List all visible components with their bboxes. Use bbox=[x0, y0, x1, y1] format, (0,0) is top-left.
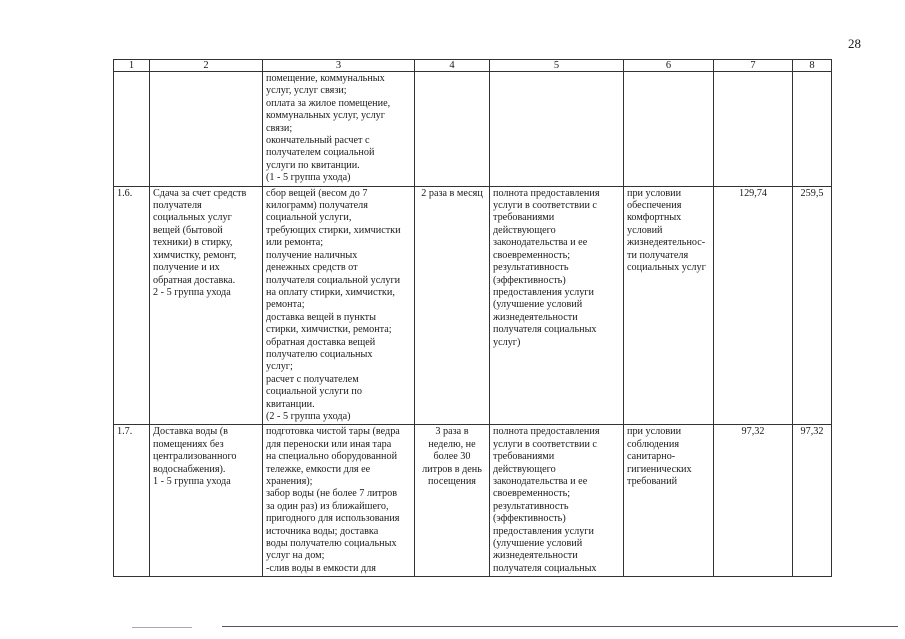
cell-text-line: услуг; bbox=[266, 361, 293, 373]
cell-text-line: жизнедеятельности bbox=[493, 311, 578, 323]
cell-text-line: подготовка чистой тары (ведра bbox=[266, 426, 400, 438]
cell-text-line: действующего bbox=[493, 463, 556, 475]
cell-text-line: жизнедеятельности bbox=[493, 550, 578, 562]
cell-text-line: результативность bbox=[493, 500, 569, 512]
cell-text-line: предоставления услуги bbox=[493, 525, 594, 537]
cell-text-line: предоставления услуги bbox=[493, 286, 594, 298]
service-content-cell bbox=[263, 425, 415, 577]
row-number-cell: 1.7. bbox=[114, 425, 150, 577]
cell-text-line: централизованного bbox=[153, 451, 237, 463]
cell-text-line: коммунальных услуг, услуг bbox=[266, 110, 385, 122]
cell-text-line: (эффективность) bbox=[493, 274, 566, 286]
cell-text-line: источника воды; доставка bbox=[266, 525, 379, 537]
cell-text-line: или ремонта; bbox=[266, 237, 324, 249]
cell-text-line: (эффективность) bbox=[493, 513, 566, 525]
cell-text-line: техники) в стирку, bbox=[153, 237, 233, 249]
frequency-cell bbox=[415, 425, 490, 577]
service-content-cell bbox=[263, 72, 415, 187]
cell-text-line: на оплату стирки, химчистки, bbox=[266, 286, 395, 298]
column-number-header: 4 bbox=[415, 60, 490, 72]
column-number-header: 3 bbox=[263, 60, 415, 72]
cell-text-line: Доставка воды (в bbox=[153, 426, 228, 438]
cell-text-line: оплата за жилое помещение, bbox=[266, 97, 391, 109]
cell-text-line: помещение, коммунальных bbox=[266, 73, 385, 84]
cell-text-line: расчет с получателем bbox=[266, 373, 359, 385]
cell-text-line: услуг) bbox=[493, 336, 521, 348]
cell-text-line: (улучшение условий bbox=[493, 299, 583, 311]
service-content-cell bbox=[263, 186, 415, 425]
cell-text-line: (улучшение условий bbox=[493, 538, 583, 550]
cell-text-line: ти получателя bbox=[627, 249, 689, 261]
column-number-header: 6 bbox=[624, 60, 714, 72]
cell-text-line: химчистку, ремонт, bbox=[153, 249, 237, 261]
cell-text-line: -слив воды в емкости для bbox=[266, 562, 376, 574]
column-number-header: 5 bbox=[490, 60, 624, 72]
cell-text-line: 1 - 5 группа ухода bbox=[153, 476, 231, 487]
cell-text-line: требующих стирки, химчистки bbox=[266, 224, 401, 236]
cell-text-line: для переноски или иная тара bbox=[266, 438, 392, 450]
cell-text-line: водоснабжения). bbox=[153, 463, 226, 475]
cell-text-line: условий bbox=[627, 224, 663, 236]
column-number-header: 7 bbox=[714, 60, 793, 72]
table-cell bbox=[793, 72, 832, 187]
cell-text-line: квитанции. bbox=[266, 398, 315, 410]
cell-text-line: получателем социальной bbox=[266, 147, 375, 159]
cell-text-line: услуги по квитанции. bbox=[266, 159, 360, 171]
cell-text-line: услуг, услуг связи; bbox=[266, 85, 347, 97]
cell-text-line: вещей (бытовой bbox=[153, 224, 223, 236]
cell-text-line: получение наличных bbox=[266, 249, 358, 261]
cell-text-line: социальной услуги, bbox=[266, 212, 352, 224]
cell-text-line: социальной услуги по bbox=[266, 386, 362, 398]
cell-text-line: при условии bbox=[627, 187, 682, 199]
cell-text-line: на специально оборудованной bbox=[266, 451, 398, 463]
cell-text-line: забор воды (не более 7 литров bbox=[266, 488, 398, 500]
cell-text-line: услуги в соответствии с bbox=[493, 200, 597, 212]
cell-text-line: 2 раза в месяц bbox=[421, 187, 483, 199]
cell-text-line: комфортных bbox=[627, 212, 682, 224]
cell-text-line: окончательный расчет с bbox=[266, 135, 370, 147]
cell-text-line: Сдача за счет средств bbox=[153, 187, 247, 199]
column-number-header: 8 bbox=[793, 60, 832, 72]
table-cell bbox=[415, 72, 490, 187]
frequency-cell bbox=[415, 186, 490, 425]
table-cell bbox=[490, 72, 624, 187]
cell-text-line: (1 - 5 группа ухода) bbox=[266, 172, 351, 184]
table-row bbox=[114, 186, 832, 425]
cell-text-line: пригодного для использования bbox=[266, 513, 400, 525]
table-header-row bbox=[114, 60, 832, 72]
cell-text-line: санитарно- bbox=[627, 451, 676, 463]
value-cell: 97,32 bbox=[714, 425, 793, 577]
cell-text-line: при условии bbox=[627, 426, 682, 438]
cell-text-line: обратная доставка вещей bbox=[266, 336, 376, 348]
quality-indicators-cell bbox=[490, 425, 624, 577]
cell-text-line: получателя bbox=[153, 200, 202, 212]
cell-text-line: законодательства и ее bbox=[493, 237, 588, 249]
cell-text-line: своевременность; bbox=[493, 488, 571, 500]
cell-text-line: требованиями bbox=[493, 212, 555, 224]
cell-text-line: действующего bbox=[493, 224, 556, 236]
value-cell: 97,32 bbox=[793, 425, 832, 577]
service-name-cell bbox=[150, 425, 263, 577]
cell-text-line: воды получателю социальных bbox=[266, 538, 397, 550]
column-number-header: 1 bbox=[114, 60, 150, 72]
table-cell bbox=[150, 72, 263, 187]
cell-text-line: получателю социальных bbox=[266, 348, 373, 360]
cell-text-line: ремонта; bbox=[266, 299, 305, 311]
footer-rule bbox=[132, 627, 192, 628]
cell-text-line: 3 раза в bbox=[435, 426, 469, 438]
table-cell bbox=[114, 72, 150, 187]
cell-text-line: законодательства и ее bbox=[493, 476, 588, 487]
cell-text-line: 2 - 5 группа ухода bbox=[153, 286, 231, 298]
cell-text-line: получателя социальных bbox=[493, 562, 597, 574]
row-number-cell: 1.6. bbox=[114, 186, 150, 425]
cell-text-line: полнота предоставления bbox=[493, 187, 600, 199]
table-row bbox=[114, 425, 832, 577]
cell-text-line: получателя социальной услуги bbox=[266, 274, 401, 286]
cell-text-line: хранения); bbox=[266, 476, 313, 487]
cell-text-line: более 30 bbox=[433, 451, 471, 463]
value-cell: 259,5 bbox=[793, 186, 832, 425]
cell-text-line: требованиями bbox=[493, 451, 555, 463]
cell-text-line: за один раз) из ближайшего, bbox=[266, 500, 389, 512]
cell-text-line: обратная доставка. bbox=[153, 274, 236, 286]
cell-text-line: доставка вещей в пункты bbox=[266, 311, 376, 323]
cell-text-line: жизнедеятельнос- bbox=[627, 237, 706, 249]
cell-text-line: неделю, не bbox=[428, 438, 476, 450]
cell-text-line: услуг на дом; bbox=[266, 550, 325, 562]
cell-text-line: стирки, химчистки, ремонта; bbox=[266, 324, 392, 336]
service-name-cell bbox=[150, 186, 263, 425]
column-number-header: 2 bbox=[150, 60, 263, 72]
cell-text-line: социальных услуг bbox=[627, 262, 706, 274]
cell-text-line: требований bbox=[627, 476, 678, 487]
cell-text-line: помещениях без bbox=[153, 438, 224, 450]
cell-text-line: социальных услуг bbox=[153, 212, 232, 224]
cell-text-line: сбор вещей (весом до 7 bbox=[266, 187, 368, 199]
table-cell bbox=[624, 72, 714, 187]
table-cell bbox=[714, 72, 793, 187]
cell-text-line: получателя социальных bbox=[493, 324, 597, 336]
conditions-cell bbox=[624, 425, 714, 577]
cell-text-line: результативность bbox=[493, 262, 569, 274]
cell-text-line: соблюдения bbox=[627, 438, 680, 450]
table-row-continuation bbox=[114, 72, 832, 187]
cell-text-line: обеспечения bbox=[627, 200, 682, 212]
value-cell: 129,74 bbox=[714, 186, 793, 425]
footer-rule bbox=[222, 626, 898, 627]
page-number: 28 bbox=[848, 36, 861, 51]
cell-text-line: получение и их bbox=[153, 262, 220, 274]
cell-text-line: посещения bbox=[428, 476, 476, 487]
quality-indicators-cell bbox=[490, 186, 624, 425]
cell-text-line: гигиенических bbox=[627, 463, 692, 475]
cell-text-line: услуги в соответствии с bbox=[493, 438, 597, 450]
cell-text-line: своевременность; bbox=[493, 249, 571, 261]
cell-text-line: денежных средств от bbox=[266, 262, 358, 274]
services-table bbox=[113, 59, 832, 577]
cell-text-line: (2 - 5 группа ухода) bbox=[266, 410, 351, 422]
cell-text-line: тележке, емкости для ее bbox=[266, 463, 371, 475]
cell-text-line: связи; bbox=[266, 122, 293, 134]
cell-text-line: литров в день bbox=[422, 463, 482, 475]
cell-text-line: килограмм) получателя bbox=[266, 200, 368, 212]
cell-text-line: полнота предоставления bbox=[493, 426, 600, 438]
conditions-cell bbox=[624, 186, 714, 425]
